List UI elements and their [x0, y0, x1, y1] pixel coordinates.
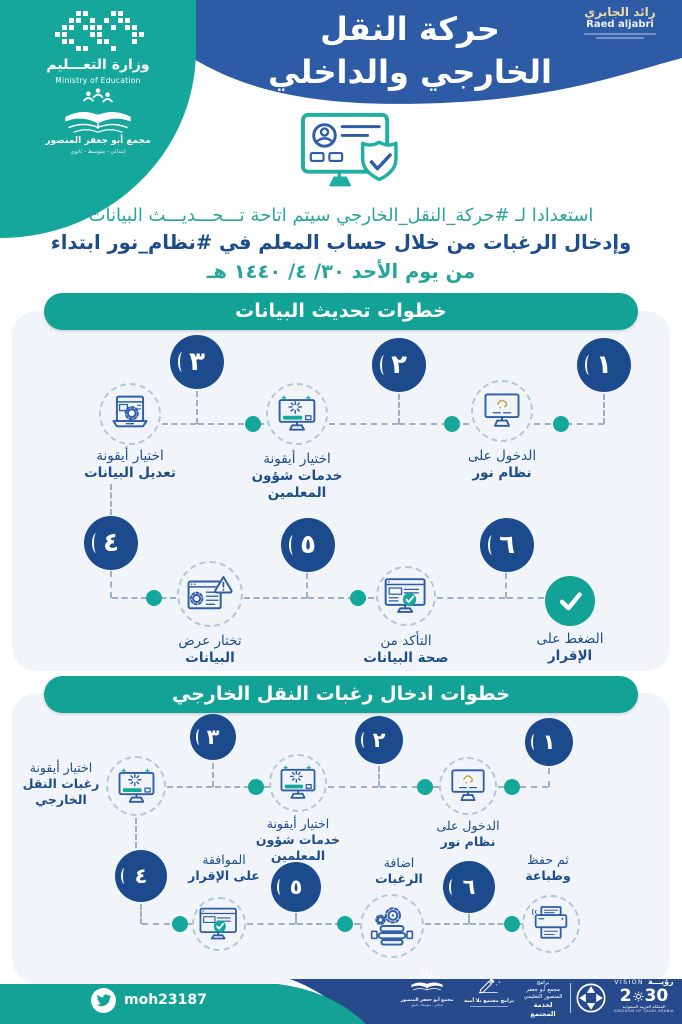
author-name-arabic: رائد الجابري [584, 5, 656, 19]
twitter-icon [91, 988, 116, 1013]
school-levels: ابتدائي - متوسط - ثانوي [70, 149, 126, 155]
s1-step2-number: ٢ [372, 338, 426, 392]
s2-step3-number: ٣ [190, 714, 236, 760]
connector-line [244, 597, 307, 599]
page-title-line2: الخارجي والداخلي [268, 53, 552, 92]
circle-shine [92, 533, 101, 553]
s1-step3-label: اختيار أيقونة تعديل البيانات [84, 448, 176, 481]
connector-line [507, 597, 544, 599]
watermark-decor-line [596, 37, 644, 39]
s1-step2-label: اختيار أيقونة خدمات شؤون المعلمين [251, 451, 343, 501]
click-monitor-icon [269, 754, 327, 812]
s1-step6-label: الضغط على الإقرار [536, 631, 604, 664]
connector-dot [417, 779, 433, 795]
s1-step3-number: ٣ [170, 335, 224, 389]
s1-step4-number: ٤ [84, 516, 138, 570]
vision-2030-logo: VISION رؤيـــة 2 30 المملكة العربية السعودية KINGDOM OF SAUDI ARABIA [614, 977, 674, 1014]
connector-line [548, 768, 550, 787]
connector-dot [245, 416, 261, 432]
connector-line [505, 573, 507, 598]
circle-shine [121, 868, 128, 884]
circle-shine [488, 535, 497, 555]
s1-step5-number: ٥ [281, 518, 335, 572]
connector-line [425, 923, 469, 925]
circle-shine [178, 352, 187, 372]
s1-step1-label: الدخول على نظام نور [467, 448, 537, 481]
ministry-name-arabic: وزارة التعـــليم [46, 57, 150, 73]
circle-shine [289, 535, 298, 555]
literacy-program-logo: برامج مجتمع بلا أمية [462, 973, 516, 1007]
printer-icon [522, 895, 580, 953]
ministry-name-english: Ministry of Education [55, 76, 141, 85]
pencil-icon [476, 973, 502, 994]
account-shield-monitor-icon [292, 110, 404, 202]
connector-dot [350, 590, 366, 606]
connector-line [603, 394, 605, 424]
s2-step4-number: ٤ [115, 850, 167, 902]
connector-dot [146, 590, 162, 606]
connector-line [112, 597, 176, 599]
connector-line [196, 391, 198, 424]
s2-step4-label: الموافقة على الإقرار [188, 852, 260, 883]
s2-step2-label: اختيار أيقونة خدمات شؤون المعلمين [255, 816, 341, 863]
connector-dot [248, 779, 264, 795]
school-name: مجمع أبو جعفر المنصور [45, 136, 151, 146]
connector-line [110, 571, 112, 598]
circle-shine [449, 879, 456, 895]
s1-step6-number: ٦ [480, 518, 534, 572]
connector-line [162, 423, 196, 425]
monitor-check-icon [376, 566, 436, 626]
circle-shine [361, 732, 368, 748]
s1-step5-label: التأكد من صحة البيانات [363, 633, 449, 666]
vision-emblem-icon [633, 991, 644, 1002]
monitor-check-icon [192, 897, 246, 951]
ministry-logo-icon [43, 10, 153, 54]
connector-line [398, 394, 400, 424]
connector-line [378, 766, 380, 787]
s2-step3-label: اختيار أيقونة رغبات النقل الخارجي [22, 760, 100, 807]
school-logo-icon [405, 971, 449, 994]
s2-step2-number: ٢ [355, 716, 403, 764]
page-title [200, 8, 620, 94]
section2-title-banner: خطوات ادخال رغبات النقل الخارجي [44, 676, 638, 713]
connector-line [110, 484, 112, 515]
circle-shine [531, 734, 538, 750]
circle-shine [380, 355, 389, 375]
connector-dot [504, 916, 520, 932]
click-monitor-icon [266, 383, 328, 445]
intro-line2: وإدخال الرغبات من خلال حساب المعلم في #نظام_نور ابتداء [50, 231, 632, 254]
connector-line [140, 904, 142, 924]
s2-step5-label: اضافة الرغبات [375, 855, 423, 886]
connector-dot [553, 416, 569, 432]
noor-monitor-icon [471, 380, 533, 442]
watermark-decor-line [584, 33, 656, 35]
connector-line [306, 573, 308, 598]
school-logo-icon [50, 88, 146, 136]
browser-warning-icon [177, 561, 243, 627]
intro-line3: من يوم الأحد ٣٠/ ٤/ ١٤٤٠ هـ [206, 260, 476, 283]
connector-line [247, 923, 295, 925]
s1-step1-number: ١ [577, 338, 631, 392]
intro-line1: استعدادا لـ #حركة_النقل_الخارجي سيتم اتاحة تـــحـــديـــث البيانات [88, 205, 594, 226]
author-name-english: Raed aljabri [586, 19, 654, 30]
check-icon [545, 576, 595, 626]
circle-shine [277, 879, 284, 895]
footer-separator [570, 983, 571, 1013]
s2-step1-number: ١ [525, 718, 573, 766]
compass-logo-icon [575, 982, 607, 1014]
s2-step6-number: ٦ [443, 861, 495, 913]
connector-line [212, 763, 214, 787]
connector-dot [172, 916, 188, 932]
circle-shine [196, 729, 203, 745]
connector-line [328, 786, 378, 788]
connector-dot [337, 916, 353, 932]
connector-dot [504, 779, 520, 795]
community-program-text: برامج مجمع أبو جعفر المنصور التعليمي لخدمة المجتمع [523, 980, 563, 1018]
laptop-gear-icon [99, 383, 161, 445]
author-watermark [564, 5, 676, 39]
s2-step5-number: ٥ [271, 862, 321, 912]
circle-shine [585, 355, 594, 375]
click-monitor-icon [106, 756, 166, 816]
gears-icon [360, 894, 424, 958]
footer-decor-line [470, 1006, 508, 1008]
connector-line [329, 423, 398, 425]
twitter-handle: moh23187 [124, 992, 207, 1008]
connector-dot [444, 416, 460, 432]
connector-line [167, 786, 212, 788]
s2-step6-label: ثم حفظ وطباعة [525, 852, 571, 883]
branding-corner [0, 0, 196, 238]
connector-line [437, 597, 505, 599]
noor-monitor-icon [439, 757, 497, 815]
footer-school-logo: مجمع أبو جعفر المنصور ابتدائي - متوسط - ثانوي [398, 971, 456, 1007]
connector-line [534, 423, 604, 425]
s1-step4-label: تختار عرض البيانات [178, 633, 242, 666]
s2-step1-label: الدخول على نظام نور [436, 818, 500, 849]
section1-title-banner: خطوات تحديث البيانات [44, 293, 638, 330]
connector-line [135, 818, 137, 848]
page-title-line1: حركة النقل [320, 10, 500, 48]
